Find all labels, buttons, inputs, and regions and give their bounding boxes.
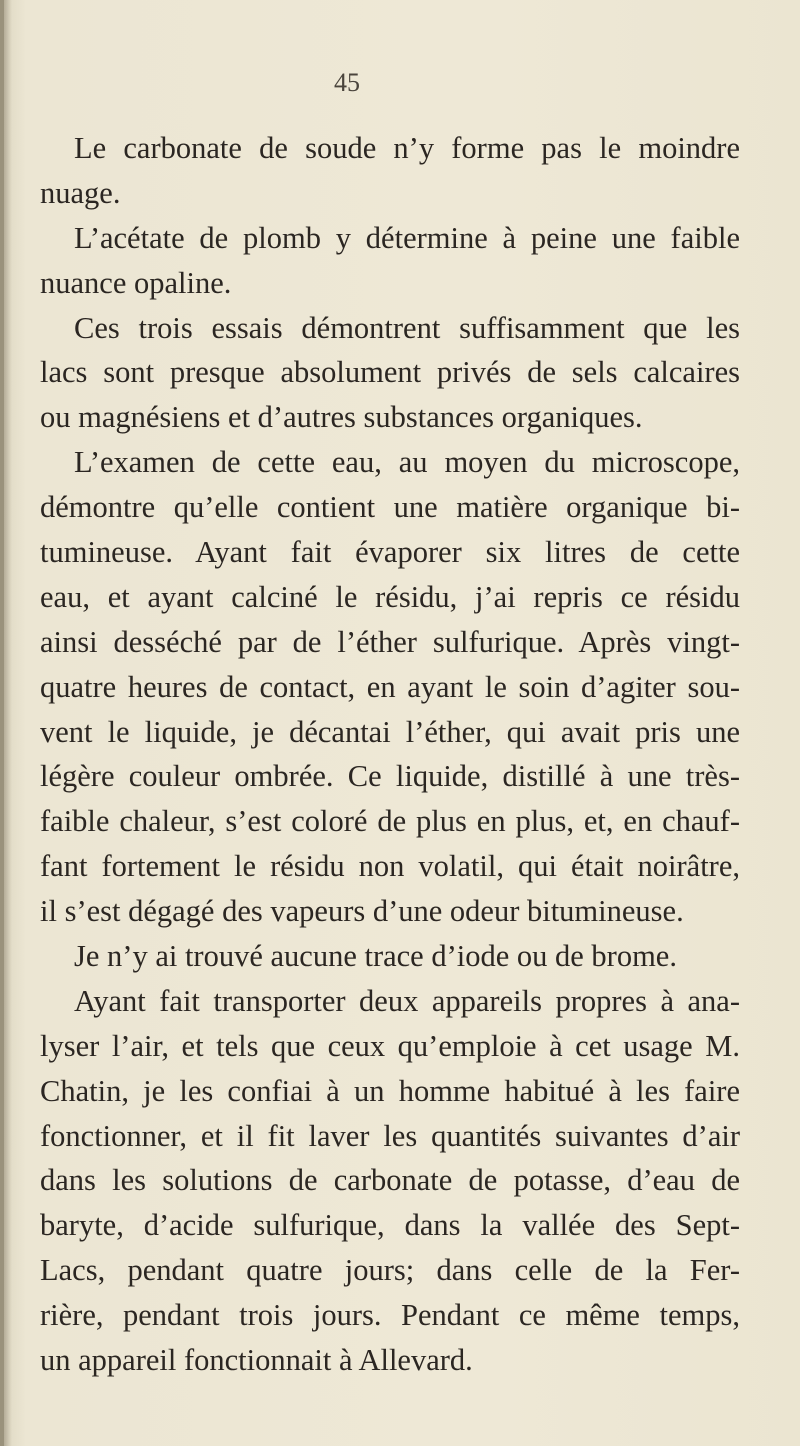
text-line: nuance opaline. xyxy=(40,265,232,300)
text-line: Je n’y ai trouvé aucune trace d’iode ou de brome. xyxy=(74,939,677,974)
text-line: Le carbonate de soude n’y forme pas le moindre xyxy=(74,131,740,165)
text-line: faible chaleur, s’est coloré de plus en plus, et, en chauf- xyxy=(40,804,740,839)
text-line: lyser l’air, et tels que ceux qu’emploie à cet usage M. xyxy=(40,1028,740,1063)
text-line: Lacs, pendant quatre jours; dans celle de la Fer- xyxy=(40,1253,740,1288)
text-line: fant fortement le résidu non volatil, qui était noirâtre, xyxy=(40,849,740,884)
text-line: ou magnésiens et d’autres substances organiques. xyxy=(40,400,643,435)
text-line: baryte, d’acide sulfurique, dans la vallée des Sept- xyxy=(40,1208,740,1243)
text-line: L’acétate de plomb y détermine à peine une faible xyxy=(74,220,740,255)
text-line: un appareil fonctionnait à Allevard. xyxy=(40,1343,473,1378)
text-line: lacs sont presque absolument privés de sels calcaires xyxy=(40,355,740,390)
text-line: ainsi desséché par de l’éther sulfurique. Après vingt- xyxy=(40,624,740,659)
text-line: tumineuse. Ayant fait évaporer six litres de cette xyxy=(40,535,740,570)
page-number: 45 xyxy=(334,68,360,97)
text-line: quatre heures de contact, en ayant le soin d’agiter sou- xyxy=(40,669,740,704)
text-line: démontre qu’elle contient une matière organique bi- xyxy=(40,490,740,525)
text-line: nuage. xyxy=(40,175,121,210)
text-line: Chatin, je les confiai à un homme habitué à les faire xyxy=(40,1073,740,1108)
text-line: Ayant fait transporter deux appareils propres à ana- xyxy=(74,983,740,1018)
text-line: L’examen de cette eau, au moyen du microscope, xyxy=(74,445,740,480)
text-line: légère couleur ombrée. Ce liquide, distillé à une très- xyxy=(40,759,740,794)
text-line: il s’est dégagé des vapeurs d’une odeur bitumineuse. xyxy=(40,894,684,929)
text-line: vent le liquide, je décantai l’éther, qui avait pris une xyxy=(40,714,740,749)
text-line: fonctionner, et il fit laver les quantités suivantes d’air xyxy=(40,1118,740,1153)
text-line: Ces trois essais démontrent suffisamment que les xyxy=(74,310,740,345)
page-binding-shadow xyxy=(4,0,12,1446)
text-line: eau, et ayant calciné le résidu, j’ai repris ce résidu xyxy=(40,579,740,614)
text-line: dans les solutions de carbonate de potasse, d’eau de xyxy=(40,1163,740,1198)
body-text xyxy=(40,126,740,1383)
text-line: rière, pendant trois jours. Pendant ce même temps, xyxy=(40,1298,740,1333)
